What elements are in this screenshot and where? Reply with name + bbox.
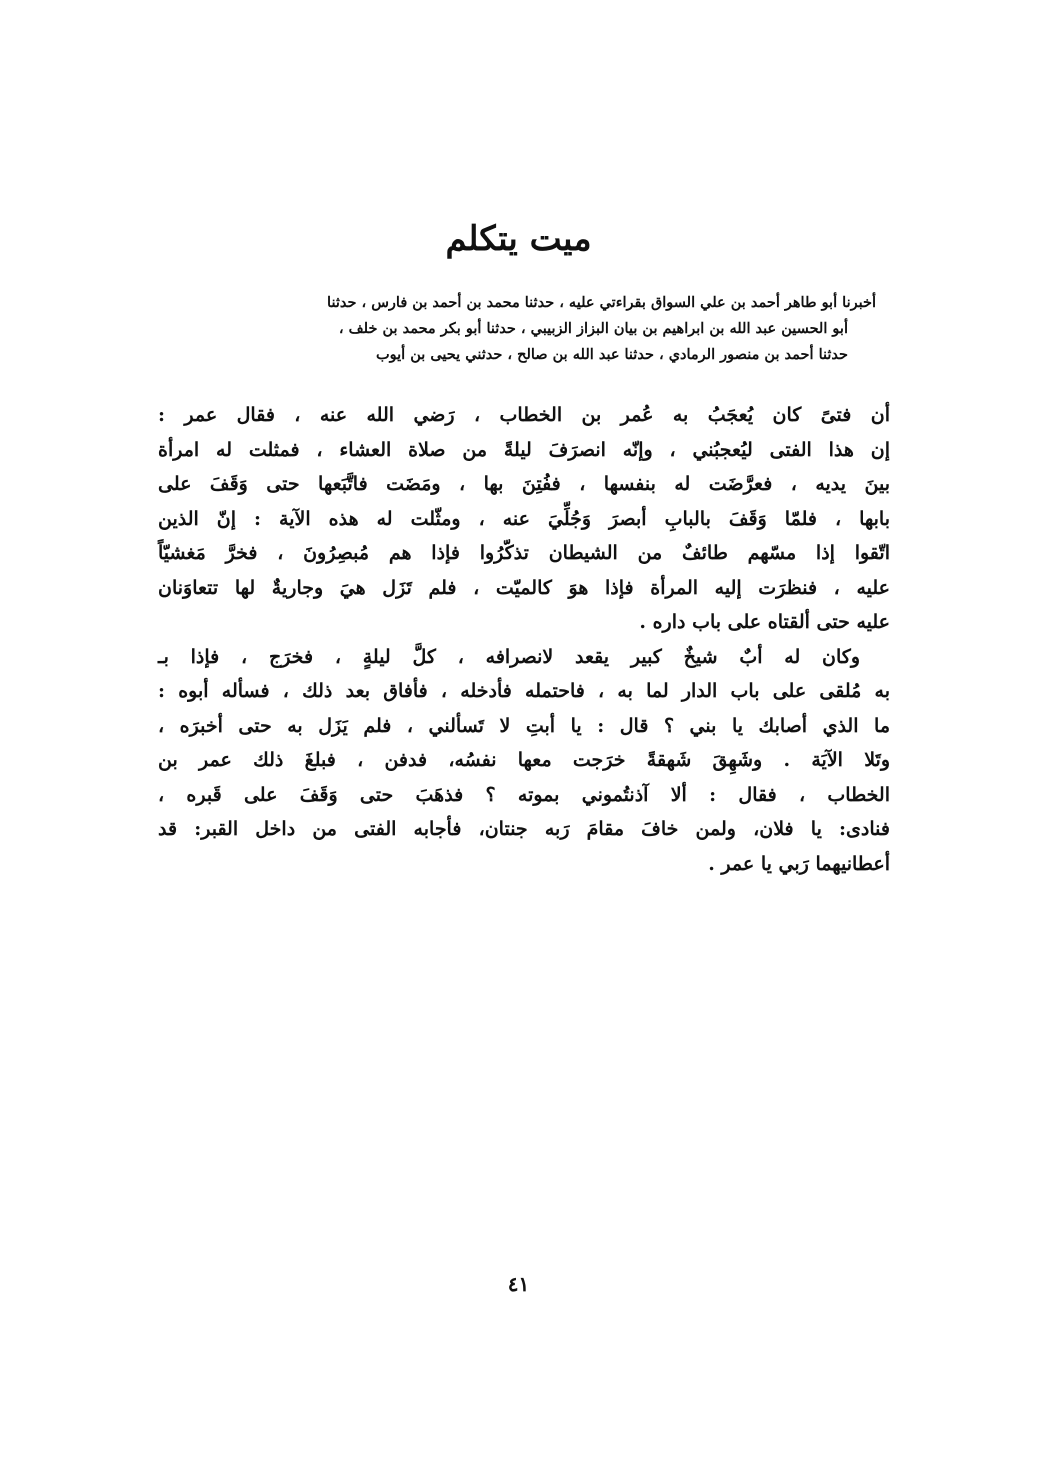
chapter-title: ميت يتكلم bbox=[445, 219, 592, 259]
text-line: به مُلقى على باب الدار لما به ، فاحتمله فأدخله ، فأفاق بعد ذلك ، فسأله أبوه : bbox=[158, 680, 890, 702]
isnad-line: أخبرنا أبو طاهر أحمد بن علي السواق بقراءتي عليه ، حدثنا محمد بن أحمد بن فارس ، حدثنا bbox=[327, 294, 876, 311]
text-line: أعطانيهما رَبي يا عمر . bbox=[708, 852, 890, 875]
isnad-line: حدثنا أحمد بن منصور الرمادي ، حدثنا عبد الله بن صالح ، حدثني يحيى بن أيوب bbox=[375, 346, 848, 363]
text-line: اتّقوا إذا مسّهم طائفٌ من الشيطان تذكّرُوا فإذا هم مُبصِرُونَ ، فخرَّ مَغشيّاً bbox=[158, 542, 890, 564]
text-line: وكان له أبٌ شيخٌ كبير يقعد لانصرافه ، كلَّ ليلةٍ ، فخرَج ، فإذا بـ bbox=[158, 645, 860, 668]
page-number: ٤١ bbox=[507, 1272, 530, 1296]
text-line: فنادى: يا فلان، ولمن خافَ مقامَ رَبه جنتان، فأجابه الفتى من داخل القبر: قد bbox=[158, 818, 890, 840]
text-line: بابها ، فلمّا وَقَفَ بالبابِ أبصرَ وَجُلِّيَ عنه ، ومثّلت له هذه الآية : إنّ الذين bbox=[158, 507, 890, 530]
text-line: الخطاب ، فقال : ألا آذنتُموني بموته ؟ فذهَبَ حتى وَقَفَ على قَبره ، bbox=[158, 783, 890, 806]
paragraph-1 bbox=[158, 398, 890, 640]
text-line: وتَلا الآيَة . وشَهِقَ شَهقةً خرَجت معها نفسُه، فدفن ، فبلغَ ذلك عمر بن bbox=[158, 749, 890, 771]
isnad-line: أبو الحسين عبد الله بن ابراهيم بن بيان البزاز الزبيبي ، حدثنا أبو بكر محمد بن خلف ، bbox=[338, 320, 848, 337]
story-text bbox=[158, 398, 890, 881]
isnad-chain bbox=[178, 290, 876, 368]
text-line: إن هذا الفتى ليُعجبُني ، وإنّه انصرَفَ ليلةً من صلاة العشاء ، فمثلت له امرأة bbox=[158, 438, 890, 461]
text-line: ما الذي أصابك يا بني ؟ قال : يا أبتِ لا تَسألني ، فلم يَزَل به حتى أخبرَه ، bbox=[158, 714, 890, 737]
text-line: عليه حتى ألقتاه على باب داره . bbox=[639, 611, 890, 633]
paragraph-2 bbox=[158, 640, 890, 882]
text-line: بينَ يديه ، فعرَّضَت له بنفسها ، ففُتِنَ بها ، ومَضَت فاتَّبَعها حتى وَقَفَ على bbox=[158, 473, 890, 495]
text-line: أن فتىً كان يُعجَبُ به عُمر بن الخطاب ، رَضي الله عنه ، فقال عمر : bbox=[158, 404, 890, 426]
text-line: عليه ، فنظرَت إليه المرأة فإذا هوَ كالميّت ، فلم تَزَل هيَ وجاريةٌ لها تتعاوَنان bbox=[158, 576, 890, 599]
